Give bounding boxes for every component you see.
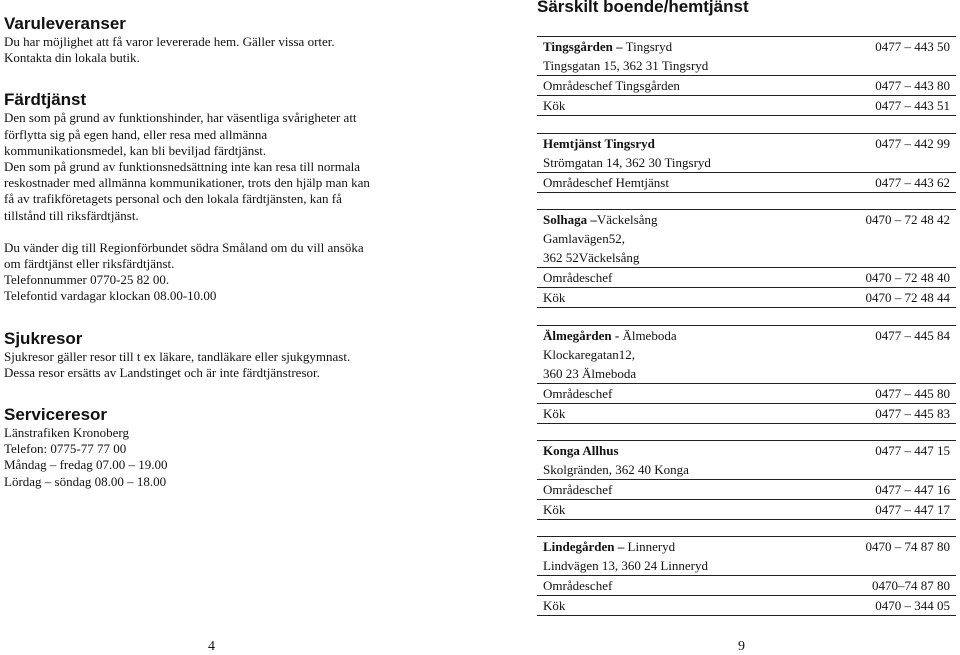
varuleveranser-heading: Varuleveranser — [4, 14, 126, 33]
almegarden-address-row: 360 23 Älmeboda — [537, 364, 956, 384]
hemtjanst-header-row: Hemtjänst Tingsryd 0477 – 442 99 — [537, 133, 956, 153]
tingsgarden-header-row: Tingsgården – Tingsryd 0477 – 443 50 — [537, 36, 956, 56]
lindegarden-header-row: Lindegården – Linneryd 0470 – 74 87 80 — [537, 536, 956, 556]
almegarden-header-row: Älmegården - Älmeboda 0477 – 445 84 — [537, 325, 956, 345]
sjukresor-text: Sjukresor gäller resor till t ex läkare, tandläkare eller sjukgymnast. Dessa resor ersätts av Landstinget och är inte färdtjänstresor. — [4, 348, 351, 380]
table-row: Kök 0470 – 344 05 — [537, 596, 956, 616]
table-row: Områdeschef 0477 – 447 16 — [537, 480, 956, 500]
solhaga-address-row: 362 52Väckelsång — [537, 248, 956, 268]
table-row: Områdeschef 0470 – 72 48 40 — [537, 268, 956, 288]
almegarden-address-row: Klockaregatan12, — [543, 346, 636, 362]
sjukresor-heading: Sjukresor — [4, 328, 83, 348]
solhaga-header-row: Solhaga –Väckelsång 0470 – 72 48 42 — [537, 209, 956, 229]
page-number-right: 9 — [738, 639, 745, 654]
tingsgarden-table — [537, 36, 956, 116]
lindegarden-address-row: Lindvägen 13, 360 24 Linneryd — [537, 556, 956, 576]
almegarden-table — [537, 325, 956, 424]
fardtjanst-paragraph-2: Den som på grund av funktionsnedsättning inte kan resa till normala reskostnader med allmänna kommunikationer, trots den hjälp man kan få av trafikföretagets personal och den lokala färdtjänsten, kan få tillstånd till riksfärdtjänst. — [4, 159, 370, 223]
konga-header-row: Konga Allhus 0477 – 447 15 — [537, 440, 956, 460]
table-row: Områdeschef 0470–74 87 80 — [537, 576, 956, 596]
table-row: Områdeschef Hemtjänst 0477 – 443 62 — [537, 173, 956, 193]
tingsgarden-address-row: Tingsgatan 15, 362 31 Tingsryd — [537, 56, 956, 76]
konga-table — [537, 440, 956, 520]
fardtjanst-paragraph-3: Du vänder dig till Regionförbundet södra Småland om du vill ansöka om färdtjänst eller riksfärdtjänst. Telefonnummer 0770-25 82 00. Telefontid vardagar klockan 08.00-10.00 — [4, 239, 364, 304]
fardtjanst-heading: Färdtjänst — [4, 90, 87, 110]
table-row: Kök 0477 – 443 51 — [537, 96, 956, 116]
page-number-left: 4 — [208, 639, 215, 654]
konga-address-row: Skolgränden, 362 40 Konga — [537, 460, 956, 480]
fardtjanst-paragraph-1: Den som på grund av funktionshinder, har väsentliga svårigheter att förflytta sig på egen hand, eller resa med allmänna kommunikationsmedel, kan bli beviljad färdtjänst. — [4, 110, 357, 158]
table-row: Områdeschef 0477 – 445 80 — [537, 384, 956, 404]
lindegarden-table — [537, 536, 956, 616]
table-row: Kök 0470 – 72 48 44 — [537, 288, 956, 308]
sarskilt-boende-heading: Särskilt boende/hemtjänst — [537, 0, 749, 16]
solhaga-table — [537, 209, 956, 308]
table-row: Kök 0477 – 445 83 — [537, 404, 956, 424]
table-row: Kök 0477 – 447 17 — [537, 500, 956, 520]
serviceresor-heading: Serviceresor — [4, 405, 108, 425]
hemtjanst-table — [537, 133, 956, 193]
table-row: Områdeschef Tingsgården 0477 – 443 80 — [537, 76, 956, 96]
serviceresor-text: Länstrafiken Kronoberg Telefon: 0775-77 77 00 Måndag – fredag 07.00 – 19.00 Lördag – söndag 08.00 – 18.00 — [4, 425, 168, 489]
varuleveranser-text: Du har möjlighet att få varor levererade hem. Gäller vissa orter. Kontakta din lokala butik. — [4, 34, 335, 66]
solhaga-address-row: Gamlavägen52, — [543, 230, 625, 246]
left-column — [4, 14, 414, 490]
hemtjanst-address-row: Strömgatan 14, 362 30 Tingsryd — [537, 153, 956, 173]
